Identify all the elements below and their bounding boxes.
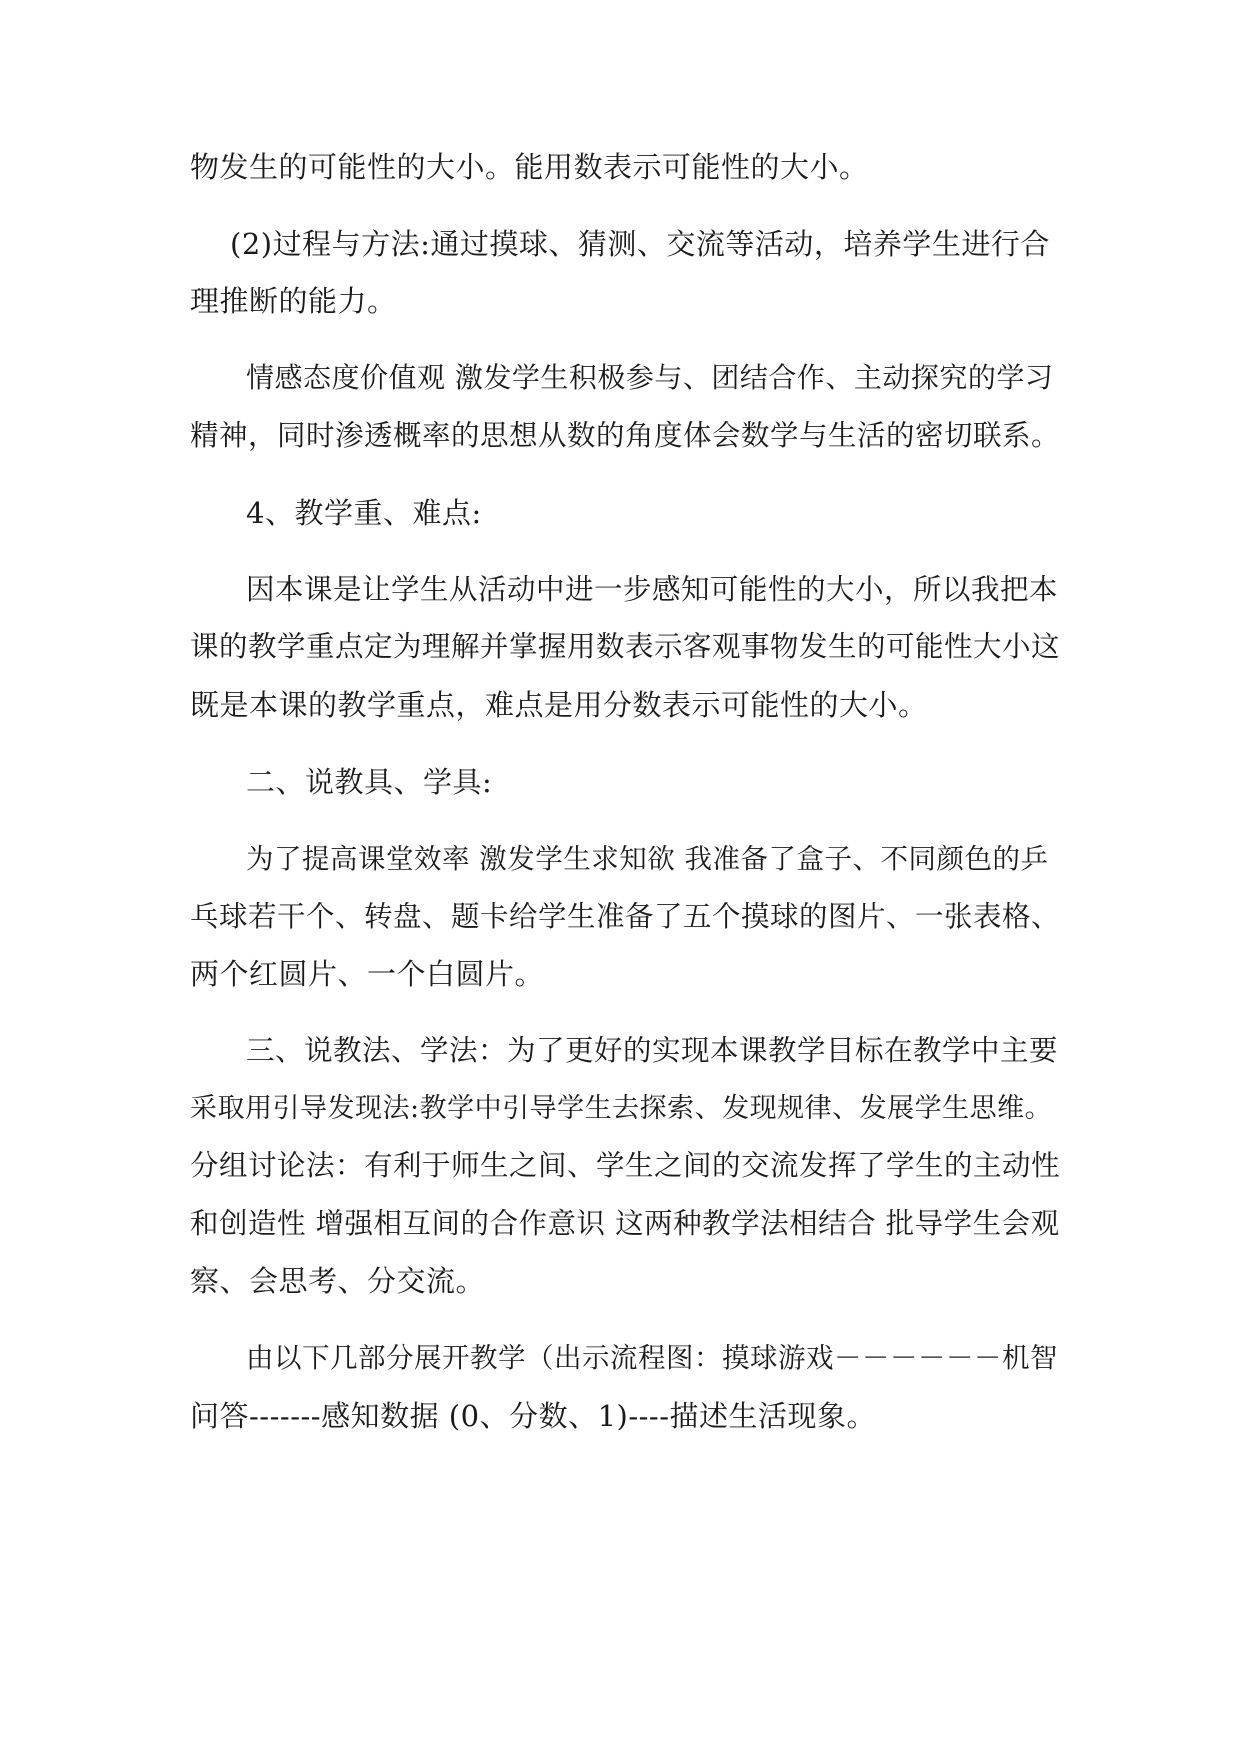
text-line: 分组讨论法：有利于师生之间、学生之间的交流发挥了学生的主动性 bbox=[190, 1149, 1061, 1182]
text-line: 物发生的可能性的大小。能用数表示可能性的大小。 bbox=[190, 150, 869, 184]
text-line: 乓球若干个、转盘、题卡给学生准备了五个摸球的图片、一张表格、 bbox=[190, 900, 1061, 933]
text-line: 采取用引导发现法:教学中引导学生去探索、发现规律、发展学生思维。 bbox=[190, 1093, 1053, 1124]
text-line: 情感态度价值观 激发学生积极参与、团结合作、主动探究的学习 bbox=[246, 361, 1054, 394]
text-line: 为了提高课堂效率 激发学生求知欲 我准备了盒子、不同颜色的乒 bbox=[246, 843, 1049, 875]
text-line: 两个红圆片、一个白圆片。 bbox=[190, 957, 545, 991]
text-line: 因本课是让学生从活动中进一步感知可能性的大小，所以我把本 bbox=[246, 573, 1059, 606]
text-line: 理推断的能力。 bbox=[190, 284, 397, 318]
text-line: 问答-------感知数据 (0、分数、1)----描述生活现象。 bbox=[190, 1399, 877, 1433]
text-line: 和创造性 增强相互间的合作意识 这两种教学法相结合 批导学生会观 bbox=[190, 1207, 1060, 1240]
section-heading: 4、教学重、难点: bbox=[246, 496, 482, 530]
section-heading: 二、说教具、学具: bbox=[246, 765, 493, 799]
text-line: 由以下几部分展开教学（出示流程图：摸球游戏－－－－－－机智 bbox=[246, 1342, 1058, 1374]
text-line: 三、说教法、学法：为了更好的实现本课教学目标在教学中主要 bbox=[246, 1034, 1059, 1067]
text-line: 既是本课的教学重点，难点是用分数表示可能性的大小。 bbox=[190, 688, 928, 722]
text-line: (2)过程与方法:通过摸球、猜测、交流等活动，培养学生进行合 bbox=[230, 227, 1050, 261]
text-line: 察、会思考、分交流。 bbox=[190, 1264, 486, 1298]
text-line: 精神，同时渗透概率的思想从数的角度体会数学与生活的密切联系。 bbox=[190, 419, 1061, 452]
text-line: 课的教学重点定为理解并掌握用数表示客观事物发生的可能性大小这 bbox=[190, 630, 1061, 663]
